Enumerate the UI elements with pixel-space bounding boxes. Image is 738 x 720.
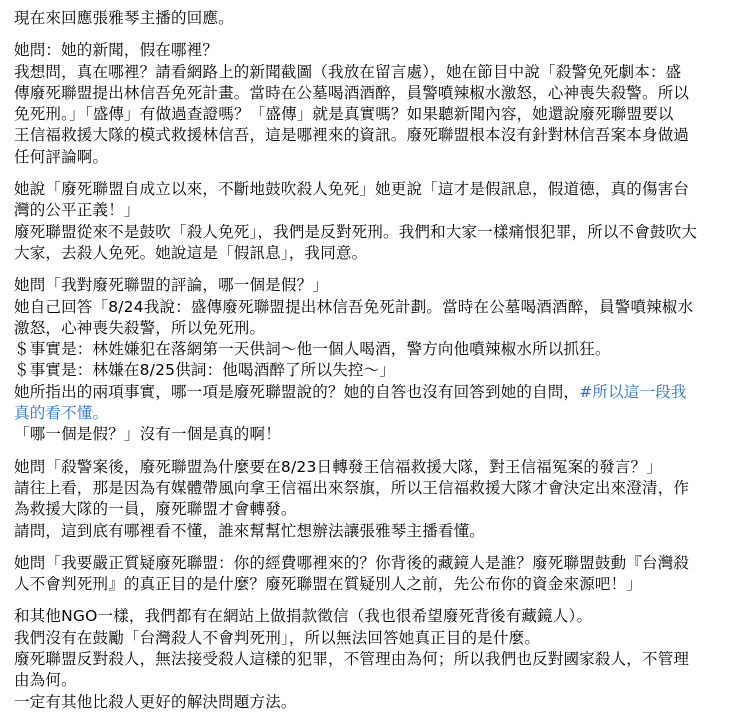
- text-line: 廢死聯盟反對殺人，無法接受殺人這樣的犯罪，不管理由為何；所以我們也反對國家殺人，不管理: [14, 650, 690, 669]
- text-line: 和其他NGO一樣，我們都有在網站上做捐款徵信（我也很希望廢死背後有藏鏡人）。: [14, 607, 593, 626]
- text-line: 灣的公平正義！」: [14, 201, 140, 220]
- text-line: 「哪一個是假？」沒有一個是真的啊！: [14, 425, 281, 444]
- text-line: ＄事實是：林嫌在8/25供詞：他喝酒醉了所以失控～」: [14, 361, 396, 380]
- text-line: 她問「我對廢死聯盟的評論，哪一個是假？」: [14, 276, 329, 295]
- paragraph-news-question: [14, 40, 724, 168]
- text-line: 王信福救援大隊的模式救援林信吾，這是哪裡來的資訊。廢死聯盟根本沒有針對林信吾案本身做過: [14, 126, 690, 145]
- paragraph-intro: [14, 8, 724, 29]
- paragraph-funding-question: [14, 553, 724, 596]
- paragraph-response: [14, 606, 724, 712]
- text-line: 激怒，心神喪失殺警，所以免死刑。: [14, 318, 266, 337]
- paragraph-advocacy-claim: [14, 179, 724, 264]
- text-line: 廢死聯盟從來不是鼓吹「殺人免死」，我們是反對死刑。我們和大家一樣痛恨犯罪，所以不會鼓吹大: [14, 222, 698, 241]
- text-line: 她說「廢死聯盟自成立以來，不斷地鼓吹殺人免死」她更說「這才是假訊息，假道德，真的傷害台: [14, 180, 690, 199]
- text-line: 我想問，真在哪裡？請看網路上的新聞截圖（我放在留言處），她在節目中說「殺警免死劇本：盛: [14, 62, 682, 81]
- text-line: 免死刑。」「盛傳」有做過查證嗎？「盛傳」就是真實嗎？如果聽新聞內容，她還說廢死聯盟要以: [14, 105, 674, 124]
- text-line: 人不會判死刑』的真正目的是什麼？廢死聯盟在質疑別人之前，先公布你的資金來源吧！」: [14, 575, 643, 594]
- text-line: 由為何。: [14, 671, 77, 690]
- text-line: 現在來回應張雅琴主播的回應。: [14, 9, 234, 27]
- text-line: 大家，去殺人免死。她說這是「假訊息」，我同意。: [14, 243, 368, 262]
- text-line: 她問「我要嚴正質疑廢死聯盟：你的經費哪裡來的？你背後的藏鏡人是誰？廢死聯盟鼓動『台灣殺: [14, 553, 690, 572]
- text-line: 傳廢死聯盟提出林信吾免死計畫。當時在公墓喝酒酒醉，員警噴辣椒水激怒，心神喪失殺警。所以: [14, 83, 690, 102]
- text-line: 任何評論啊。: [14, 147, 109, 166]
- hashtag-link[interactable]: #所以這一段我: [579, 382, 687, 401]
- text-line: [14, 382, 724, 403]
- paragraph-repost-question: [14, 457, 724, 542]
- text-line: 請往上看，那是因為有媒體帶風向拿王信福出來祭旗，所以王信福救援大隊才會決定出來澄清，作: [14, 478, 690, 497]
- text-line: 我們沒有在鼓勵「台灣殺人不會判死刑」，所以無法回答她真正目的是什麼。: [14, 628, 541, 647]
- text-line: 為救援大隊的一員，廢死聯盟才會轉發。: [14, 500, 297, 519]
- text-line: 她問：她的新聞，假在哪裡？: [14, 41, 219, 60]
- paragraph-which-is-false: [14, 275, 724, 445]
- text-line: 一定有其他比殺人更好的解決問題方法。: [14, 692, 297, 711]
- text-line: 請問，這到底有哪裡看不懂，誰來幫幫忙想辦法讓張雅琴主播看懂。: [14, 521, 486, 540]
- text-line: 她自己回答「8/24我說：盛傳廢死聯盟提出林信吾免死計劃。當時在公墓喝酒酒醉，員警噴辣椒水: [14, 297, 694, 316]
- text-line: 她問「殺警案後，廢死聯盟為什麼要在8/23日轉發王信福救援大隊，對王信福冤案的發言？」: [14, 457, 662, 476]
- text-line: ＄事實是：林姓嫌犯在落網第一天供詞～他一個人喝酒，警方向他噴辣椒水所以抓狂。: [14, 340, 611, 359]
- text-segment: 她所指出的兩項事實，哪一項是廢死聯盟說的？她的自答也沒有回答到她的自問，: [14, 382, 580, 401]
- hashtag-link-continued[interactable]: 真的看不懂。: [14, 404, 109, 423]
